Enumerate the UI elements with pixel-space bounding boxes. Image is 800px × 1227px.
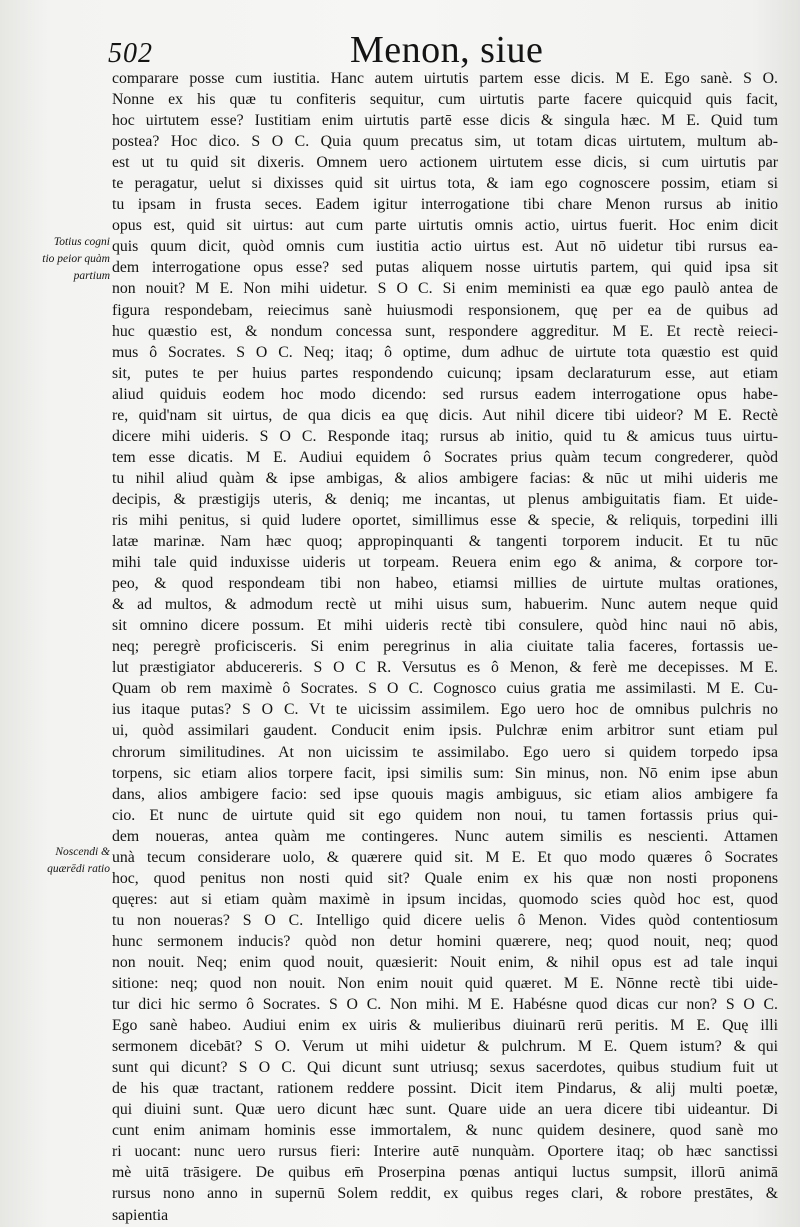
text-line: ris mihi penitus, si quid ludere oportet, simillimus esse & specie, & reliquis, torpedini illi bbox=[112, 511, 778, 529]
text-line: non nouit. Neq; enim quod nouit, quæsierit: Nouit enim, & nihil opus est ad tale inqui bbox=[112, 953, 778, 971]
text-line: hoc, quod penitus non nosti quid sit? Quale enim ex his quæ non nosti proponens bbox=[112, 869, 778, 887]
text-line: huc quæstio est, & nondum concessa sunt, respondere aggreditur. M E. Et rectè reieci- bbox=[112, 322, 778, 340]
text-line: qui diuini sunt. Quæ uero dicunt hæc sunt. Quare uide an uera dicere tibi uideantur. Di bbox=[112, 1101, 778, 1119]
text-line: cunt enim animam hominis esse immortalem, & nunc quidem desinere, quod sanè mo bbox=[112, 1122, 778, 1140]
text-line: neq; peregrè proficisceris. Si enim peregrinus in alia ciuitate talia faceres, fortassis ue- bbox=[112, 638, 778, 656]
text-line: Quam ob rem maximè ô Socrates. S O C. Cognosco cuius gratia me assimilasti. M E. Cu- bbox=[112, 680, 778, 698]
text-line: ri uocant: nunc uero rursus fieri: Interire autē nunquàm. Oportere itaq; ob hæc sanctissi bbox=[112, 1143, 778, 1161]
text-line: & ad multos, & admodum rectè ut mihi uisus sum, habuerim. Nunc autem neque quid bbox=[112, 596, 778, 614]
text-line: mè uitā trāsigere. De quibus em̄ Proserpina pœnas antiqui luctus sumpsit, illorū animā bbox=[112, 1164, 778, 1182]
text-line: est ut tu quid sit dixeris. Omnem uero actionem uirtutem esse dicis, si cum uirtutis par bbox=[112, 154, 778, 172]
text-line: quęres: aut si etiam quàm maximè in ipsum incidas, quomodo scies quòd hoc est, quod bbox=[112, 890, 778, 908]
margin-note-totius-cognitio bbox=[28, 234, 110, 285]
text-line: peo, & quod respondeam tibi non habeo, etiamsi millies de uirtute multas orationes, bbox=[112, 575, 778, 593]
text-line: hunc sermonem inducis? quòd non detur homini quærere, neq; quod nouit, neq; quod bbox=[112, 932, 778, 950]
text-line: lut præstigiator abducereris. S O C R. Versutus es ô Menon, & ferè me decepisses. M E. bbox=[112, 659, 778, 677]
text-line: figura respondebam, reiecimus sanè huiusmodi responsionem, quę per ea de quibus ad bbox=[112, 301, 778, 319]
text-line: quis quum dicit, quòd omnis cum iustitia actio uirtus est. Aut nō uidetur tibi rursus ea- bbox=[112, 238, 778, 256]
text-line: Ego sanè habeo. Audiui enim ex uiris & mulieribus diuinarū rerū peritis. M E. Quę illi bbox=[112, 1017, 778, 1035]
margin-note-line: Totius cogni bbox=[53, 236, 110, 248]
text-line: mus ô Socrates. S O C. Neq; itaq; ô optime, dum adhuc de uirtute tota quæstio est quid bbox=[112, 343, 778, 361]
margin-note-noscendi-ratio bbox=[28, 844, 110, 878]
page-number: 502 bbox=[108, 38, 153, 69]
text-line: sit omnino dicere possum. Et mihi uideris rectè tibi consulere, quòd hinc naui nō abis, bbox=[112, 617, 778, 635]
text-line: latæ marinæ. Nam hæc quoq; appropinquanti & tangenti torporem inducit. Et tu nūc bbox=[112, 533, 778, 551]
text-line: sunt qui dicunt? S O C. Qui dicunt sunt utriusq; sexus sacerdotes, quibus studium fuit ut bbox=[112, 1059, 778, 1077]
margin-note-line: partium bbox=[73, 270, 110, 282]
text-line: tu ipsam in frusta seces. Eadem igitur interrogatione tibi chare Menon rursus ab initio bbox=[112, 196, 778, 214]
text-line: tu non noueras? S O C. Intelligo quid dicere uelis ô Menon. Vides quòd contentiosum bbox=[112, 911, 778, 929]
text-line: sermonem dicebāt? S O. Verum ut mihi uidetur & pulchrum. M E. Quem istum? & qui bbox=[112, 1038, 778, 1056]
text-line: te peragatur, uelut si dixisses quid sit uirtus tota, & iam ego cognoscere possim, etiam si bbox=[112, 175, 778, 193]
text-line: ui, quòd assimilari gaudent. Conducit enim ipsis. Pulchræ enim arbitror sunt etiam pul bbox=[112, 722, 778, 740]
text-line: unà tecum considerare uolo, & quærere quid sit. M E. Et quo modo quæres ô Socrates bbox=[112, 848, 778, 866]
text-line: cio. Et nunc de uirtute quid sit ego quidem non noui, tu tamen fortassis prius qui- bbox=[112, 806, 778, 824]
text-line: sitione: neq; quod non nouit. Non enim nouit quid quæret. M E. Nōnne rectè tibi uide- bbox=[112, 975, 778, 993]
text-line: rursus nono anno in supernū Solem reddit, ex quibus reges clari, & robore prestātes, & bbox=[112, 1185, 778, 1203]
margin-note-line: Noscendi & bbox=[55, 846, 110, 858]
text-line: de his quæ tractant, rationem reddere possint. Dicit item Pindarus, & alij multi poetæ, bbox=[112, 1080, 778, 1098]
text-line: opus est, quid sit uirtus: aut cum parte uirtutis omnis actio, uirtus fuerit. Hoc enim dicit bbox=[112, 217, 778, 235]
text-line: re, quid'nam sit uirtus, de qua dicis ea quę dicis. Aut nihil dicere tibi uideor? M E. Rectè bbox=[112, 406, 778, 424]
text-line: hoc uirtutem esse? Iustitiam enim uirtutis partē esse dicis & singula hæc. M E. Quid tum bbox=[112, 112, 778, 130]
margin-note-line: tio peior quàm bbox=[42, 253, 110, 265]
text-line: dem noueras, antea quàm me contingeres. Nunc autem similis es nescienti. Attamen bbox=[112, 827, 778, 845]
text-line: ius itaque putas? S O C. Vt te uicissim assimilem. Ego uero hoc de omnibus pulchris no bbox=[112, 701, 778, 719]
body-text-column bbox=[112, 68, 778, 1226]
text-line: dans, alios ambigere facio: sed ipse quouis magis ambiguus, sic etiam alios ambigere fa bbox=[112, 785, 778, 803]
text-line: Nonne ex his quæ tu confiteris sequitur, cum uirtutis parte facere quicquid quis facit, bbox=[112, 91, 778, 109]
text-line: tu nihil aliud quàm & ipse ambigas, & alios ambigere facias: & nūc ut mihi uideris me bbox=[112, 469, 778, 487]
text-line: dem interrogatione opus esse? sed putas aliquem nosse uirtutis partem, qui quid ipsa sit bbox=[112, 259, 778, 277]
text-line: non nouit? M E. Non mihi uidetur. S O C. Si enim meministi ea quæ ego paulò antea de bbox=[112, 280, 778, 298]
text-line: tur dici hic sermo ô Socrates. S O C. Non mihi. M E. Habésne quod dicas cur non? S O C. bbox=[112, 996, 778, 1014]
text-line: mihi tale quid induxisse uideris ut torpeam. Reuera enim ego & anima, & corpore tor- bbox=[112, 554, 778, 572]
text-line: aliud quiduis eodem hoc modo dicendo: sed rursus eadem interrogatione opus habe- bbox=[112, 385, 778, 403]
text-line: sit, putes te per huius partes respondendo cuicunq; ipsam declaraturum esse, aut etiam bbox=[112, 364, 778, 382]
text-line: decipis, & præstigijs uteris, & deniq; me incantas, ut plenus ambiguitatis fiam. Et uide- bbox=[112, 490, 778, 508]
page-header bbox=[0, 14, 800, 74]
text-line: tem esse dicatis. M E. Audiui equidem ô Socrates prius quàm tecum congrederer, quòd bbox=[112, 448, 778, 466]
text-line: sapientia bbox=[112, 1206, 169, 1224]
margin-note-line: quærēdi ratio bbox=[47, 863, 110, 875]
text-line: postea? Hoc dico. S O C. Quia quum precatus sim, ut totam dicas uirtutem, multum ab- bbox=[112, 133, 778, 151]
text-line: dicere mihi uideris. S O C. Responde itaq; rursus ab initio, quid tu & amicus tuus uirtu- bbox=[112, 427, 778, 445]
text-line: chrorum similitudines. At non uicissim te assimilabo. Ego uero si quidem torpedo ipsa bbox=[112, 743, 778, 761]
running-title: Menon, siue bbox=[350, 29, 544, 71]
text-line: torpens, sic etiam alios torpere facit, ipsi similis sum: Sin minus, non. Nō enim ipse abun bbox=[112, 764, 778, 782]
text-line: comparare posse cum iustitia. Hanc autem uirtutis partem esse dicis. M E. Ego sanè. S O. bbox=[112, 70, 778, 87]
